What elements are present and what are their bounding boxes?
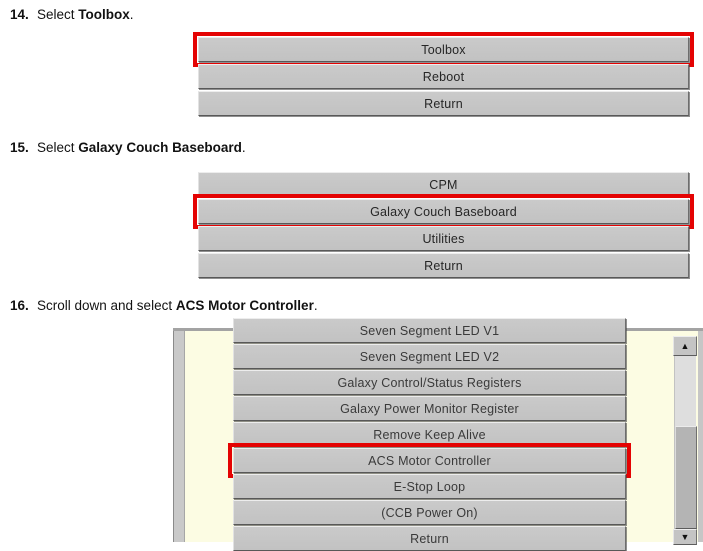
step-14-heading	[10, 6, 134, 23]
menu-button-return[interactable]: Return	[233, 526, 626, 551]
step-number: 16.	[10, 298, 29, 313]
list-item-clipped-top	[233, 323, 626, 343]
scrollbar	[673, 336, 697, 545]
menu-button-return[interactable]: Return	[198, 91, 689, 116]
menu-button-remove-keep-alive[interactable]: Remove Keep Alive	[233, 422, 626, 447]
arrow-up-icon: ▲	[680, 341, 690, 351]
step-text: Scroll down and select ACS Motor Controller.	[37, 298, 318, 313]
menu-button-galaxy-couch-baseboard[interactable]: Galaxy Couch Baseboard	[198, 199, 689, 224]
panel-right-frame	[698, 331, 703, 542]
scrollbar-up-button[interactable]	[673, 336, 697, 356]
panel-left-frame	[173, 331, 185, 542]
menu-button-return[interactable]: Return	[198, 253, 689, 278]
step-number: 15.	[10, 140, 29, 155]
scrollbar-thumb[interactable]	[675, 426, 697, 529]
toolbox-list-panel	[173, 323, 703, 546]
menu-button-cpm[interactable]: CPM	[198, 172, 689, 197]
menu-button-acs-motor-controller[interactable]: ACS Motor Controller	[233, 448, 626, 473]
menu-button-toolbox[interactable]: Toolbox	[198, 37, 689, 62]
step-target-bold: ACS Motor Controller	[175, 298, 314, 313]
menu-button-seven-segment-led-v2[interactable]: Seven Segment LED V2	[233, 344, 626, 369]
step-16-heading	[10, 297, 318, 314]
menu-button-seven-segment-led-v1[interactable]: Seven Segment LED V1	[233, 318, 626, 343]
step-number: 14.	[10, 7, 29, 22]
step-target-bold: Galaxy Couch Baseboard	[78, 140, 242, 155]
arrow-down-icon: ▼	[680, 532, 690, 542]
menu-button-galaxy-control-status-registers[interactable]: Galaxy Control/Status Registers	[233, 370, 626, 395]
menu-button-galaxy-power-monitor-register[interactable]: Galaxy Power Monitor Register	[233, 396, 626, 421]
scrollbar-track[interactable]	[674, 356, 696, 529]
step-text: Select Galaxy Couch Baseboard.	[37, 140, 246, 155]
toolbox-list	[233, 323, 626, 551]
scrollbar-down-button[interactable]	[673, 529, 697, 545]
step-15-heading	[10, 139, 246, 156]
step-text: Select Toolbox.	[37, 7, 134, 22]
menu-button-ccb-power-on[interactable]: (CCB Power On)	[233, 500, 626, 525]
menu-button-utilities[interactable]: Utilities	[198, 226, 689, 251]
menu-button-e-stop-loop[interactable]: E-Stop Loop	[233, 474, 626, 499]
toolbox-menu	[198, 37, 689, 116]
step-target-bold: Toolbox	[78, 7, 130, 22]
menu-button-reboot[interactable]: Reboot	[198, 64, 689, 89]
baseboard-menu	[198, 172, 689, 278]
